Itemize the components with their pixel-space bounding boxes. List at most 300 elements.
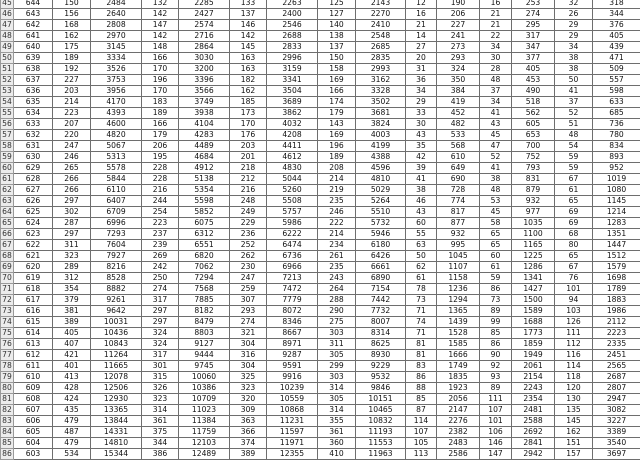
table-cell[interactable]: 16 [480, 0, 512, 9]
table-cell[interactable]: 168 [53, 20, 91, 31]
table-cell[interactable]: 3938 [179, 108, 230, 119]
table-cell[interactable]: 4600 [91, 119, 142, 130]
table-cell[interactable]: 147 [142, 20, 179, 31]
table-cell[interactable]: 610 [437, 152, 480, 163]
table-cell[interactable]: 309 [230, 405, 267, 416]
table-cell[interactable]: 62 [406, 262, 437, 273]
table-cell[interactable]: 7154 [356, 284, 406, 295]
table-cell[interactable]: 248 [230, 196, 267, 207]
row-header[interactable]: 54 [1, 97, 14, 108]
table-cell[interactable]: 631 [14, 141, 53, 152]
table-cell[interactable]: 148 [142, 42, 179, 53]
table-cell[interactable]: 2410 [356, 20, 406, 31]
table-cell[interactable]: 995 [437, 240, 480, 251]
table-cell[interactable]: 299 [318, 361, 356, 372]
table-cell[interactable]: 11231 [267, 416, 318, 427]
table-cell[interactable]: 932 [512, 196, 555, 207]
table-cell[interactable]: 29 [406, 97, 437, 108]
table-cell[interactable]: 5578 [91, 163, 142, 174]
table-cell[interactable]: 65 [480, 240, 512, 251]
table-cell[interactable]: 48 [480, 185, 512, 196]
table-cell[interactable]: 2833 [267, 42, 318, 53]
table-cell[interactable]: 2483 [437, 438, 480, 449]
table-cell[interactable]: 111 [555, 328, 593, 339]
table-cell[interactable]: 228 [142, 163, 179, 174]
table-cell[interactable]: 94 [555, 295, 593, 306]
table-cell[interactable]: 38 [480, 174, 512, 185]
table-cell[interactable]: 615 [14, 317, 53, 328]
table-cell[interactable]: 1923 [437, 383, 480, 394]
table-cell[interactable]: 1698 [593, 273, 640, 284]
table-cell[interactable]: 305 [318, 350, 356, 361]
table-cell[interactable]: 185 [230, 97, 267, 108]
table-cell[interactable]: 632 [14, 130, 53, 141]
table-cell[interactable]: 401 [53, 361, 91, 372]
row-header[interactable]: 72 [1, 295, 14, 306]
table-cell[interactable]: 314 [142, 405, 179, 416]
row-header[interactable]: 74 [1, 317, 14, 328]
table-cell[interactable]: 640 [14, 42, 53, 53]
table-cell[interactable]: 12506 [91, 383, 142, 394]
table-cell[interactable]: 230 [230, 262, 267, 273]
table-cell[interactable]: 3689 [267, 97, 318, 108]
table-cell[interactable]: 8216 [91, 262, 142, 273]
table-cell[interactable]: 557 [593, 75, 640, 86]
table-cell[interactable]: 2354 [512, 394, 555, 405]
table-cell[interactable]: 38 [555, 53, 593, 64]
table-cell[interactable]: 8625 [356, 339, 406, 350]
table-cell[interactable]: 509 [593, 64, 640, 75]
row-header[interactable]: 69 [1, 262, 14, 273]
table-cell[interactable]: 1666 [437, 350, 480, 361]
table-cell[interactable]: 212 [230, 174, 267, 185]
table-cell[interactable]: 45 [480, 130, 512, 141]
table-cell[interactable]: 637 [14, 75, 53, 86]
table-cell[interactable]: 31 [406, 64, 437, 75]
row-header[interactable]: 78 [1, 361, 14, 372]
table-cell[interactable]: 6661 [356, 262, 406, 273]
table-cell[interactable]: 361 [142, 416, 179, 427]
table-cell[interactable]: 10060 [179, 372, 230, 383]
table-cell[interactable]: 7732 [356, 306, 406, 317]
table-cell[interactable]: 65 [555, 251, 593, 262]
table-cell[interactable]: 220 [53, 130, 91, 141]
table-cell[interactable]: 83 [406, 361, 437, 372]
table-cell[interactable]: 208 [318, 163, 356, 174]
table-cell[interactable]: 6996 [91, 218, 142, 229]
table-cell[interactable]: 653 [512, 130, 555, 141]
table-cell[interactable]: 262 [230, 251, 267, 262]
row-header[interactable]: 51 [1, 64, 14, 75]
table-cell[interactable]: 43 [480, 119, 512, 130]
table-cell[interactable]: 6312 [179, 229, 230, 240]
table-cell[interactable]: 2427 [179, 9, 230, 20]
table-cell[interactable]: 7442 [356, 295, 406, 306]
table-cell[interactable]: 15344 [91, 449, 142, 460]
table-cell[interactable]: 1225 [512, 251, 555, 262]
table-cell[interactable]: 4810 [356, 174, 406, 185]
table-cell[interactable]: 2546 [267, 20, 318, 31]
table-cell[interactable]: 59 [555, 163, 593, 174]
table-cell[interactable]: 103 [555, 306, 593, 317]
table-cell[interactable]: 65 [480, 229, 512, 240]
table-cell[interactable]: 3681 [356, 108, 406, 119]
table-cell[interactable]: 877 [437, 218, 480, 229]
table-cell[interactable]: 5844 [91, 174, 142, 185]
table-cell[interactable]: 2223 [593, 328, 640, 339]
table-cell[interactable]: 4684 [179, 152, 230, 163]
table-cell[interactable]: 2808 [91, 20, 142, 31]
table-cell[interactable]: 628 [14, 174, 53, 185]
table-cell[interactable]: 71 [406, 328, 437, 339]
table-cell[interactable]: 289 [53, 262, 91, 273]
table-cell[interactable]: 1585 [437, 339, 480, 350]
table-cell[interactable]: 7293 [91, 229, 142, 240]
table-cell[interactable]: 150 [53, 0, 91, 9]
table-cell[interactable]: 90 [480, 350, 512, 361]
table-cell[interactable]: 4208 [267, 130, 318, 141]
table-cell[interactable]: 9591 [267, 361, 318, 372]
table-cell[interactable]: 605 [14, 427, 53, 438]
table-cell[interactable]: 419 [437, 97, 480, 108]
table-cell[interactable]: 146 [230, 20, 267, 31]
table-cell[interactable]: 685 [593, 108, 640, 119]
table-cell[interactable]: 1236 [437, 284, 480, 295]
table-cell[interactable]: 562 [512, 108, 555, 119]
table-cell[interactable]: 12489 [179, 449, 230, 460]
table-cell[interactable]: 1214 [593, 207, 640, 218]
table-cell[interactable]: 1045 [437, 251, 480, 262]
table-cell[interactable]: 7927 [91, 251, 142, 262]
table-cell[interactable]: 196 [142, 75, 179, 86]
table-cell[interactable]: 2276 [437, 416, 480, 427]
row-header[interactable]: 86 [1, 449, 14, 460]
table-cell[interactable]: 622 [14, 240, 53, 251]
row-header[interactable]: 48 [1, 31, 14, 42]
table-cell[interactable]: 116 [555, 350, 593, 361]
table-cell[interactable]: 8072 [267, 306, 318, 317]
table-cell[interactable]: 7779 [267, 295, 318, 306]
table-cell[interactable]: 99 [480, 317, 512, 328]
table-cell[interactable]: 8882 [91, 284, 142, 295]
table-cell[interactable]: 243 [318, 273, 356, 284]
table-cell[interactable]: 6736 [267, 251, 318, 262]
table-cell[interactable]: 3162 [356, 75, 406, 86]
table-cell[interactable]: 3082 [593, 405, 640, 416]
table-cell[interactable]: 227 [53, 75, 91, 86]
table-cell[interactable]: 1341 [512, 273, 555, 284]
table-cell[interactable]: 85 [480, 328, 512, 339]
table-cell[interactable]: 1528 [437, 328, 480, 339]
row-header[interactable]: 67 [1, 240, 14, 251]
table-cell[interactable]: 229 [230, 218, 267, 229]
table-cell[interactable]: 3566 [179, 86, 230, 97]
table-cell[interactable]: 3145 [91, 42, 142, 53]
table-cell[interactable]: 376 [593, 20, 640, 31]
table-cell[interactable]: 88 [406, 383, 437, 394]
table-cell[interactable]: 1165 [512, 240, 555, 251]
table-cell[interactable]: 266 [53, 185, 91, 196]
table-cell[interactable]: 146 [480, 438, 512, 449]
table-cell[interactable]: 30 [480, 53, 512, 64]
table-cell[interactable]: 355 [318, 416, 356, 427]
table-cell[interactable]: 107 [406, 427, 437, 438]
table-cell[interactable]: 8803 [179, 328, 230, 339]
table-cell[interactable]: 9532 [356, 372, 406, 383]
row-header[interactable]: 65 [1, 218, 14, 229]
table-cell[interactable]: 163 [230, 53, 267, 64]
table-cell[interactable]: 2270 [356, 9, 406, 20]
table-cell[interactable]: 74 [406, 317, 437, 328]
table-cell[interactable]: 7294 [179, 273, 230, 284]
table-cell[interactable]: 145 [230, 42, 267, 53]
table-cell[interactable]: 2574 [179, 20, 230, 31]
table-cell[interactable]: 174 [318, 97, 356, 108]
table-cell[interactable]: 633 [14, 119, 53, 130]
table-cell[interactable]: 216 [142, 185, 179, 196]
table-cell[interactable]: 2285 [179, 0, 230, 9]
table-cell[interactable]: 1439 [437, 317, 480, 328]
table-cell[interactable]: 223 [142, 218, 179, 229]
row-header[interactable]: 61 [1, 174, 14, 185]
table-cell[interactable]: 4393 [91, 108, 142, 119]
table-cell[interactable]: 105 [406, 438, 437, 449]
table-cell[interactable]: 618 [14, 284, 53, 295]
table-cell[interactable]: 10843 [91, 339, 142, 350]
table-cell[interactable]: 170 [142, 64, 179, 75]
table-cell[interactable]: 6890 [356, 273, 406, 284]
table-cell[interactable]: 182 [230, 75, 267, 86]
table-cell[interactable]: 3956 [91, 86, 142, 97]
table-cell[interactable]: 111 [480, 394, 512, 405]
table-cell[interactable]: 638 [14, 64, 53, 75]
table-cell[interactable]: 219 [318, 185, 356, 196]
table-cell[interactable]: 3328 [356, 86, 406, 97]
table-cell[interactable]: 12078 [91, 372, 142, 383]
table-cell[interactable]: 106 [480, 427, 512, 438]
table-cell[interactable]: 10239 [267, 383, 318, 394]
table-cell[interactable]: 196 [318, 141, 356, 152]
table-cell[interactable]: 20 [406, 53, 437, 64]
table-cell[interactable]: 9229 [356, 361, 406, 372]
table-cell[interactable]: 2243 [512, 383, 555, 394]
table-cell[interactable]: 2807 [593, 383, 640, 394]
table-cell[interactable]: 206 [142, 141, 179, 152]
table-cell[interactable]: 247 [230, 273, 267, 284]
table-cell[interactable]: 142 [142, 31, 179, 42]
table-cell[interactable]: 9745 [179, 361, 230, 372]
table-cell[interactable]: 6222 [267, 229, 318, 240]
table-cell[interactable]: 3824 [356, 119, 406, 130]
table-cell[interactable]: 261 [318, 251, 356, 262]
table-cell[interactable]: 317 [512, 31, 555, 42]
table-cell[interactable]: 1283 [593, 218, 640, 229]
table-cell[interactable]: 1859 [512, 339, 555, 350]
table-cell[interactable]: 85 [406, 394, 437, 405]
row-header[interactable]: 73 [1, 306, 14, 317]
table-cell[interactable]: 611 [14, 361, 53, 372]
table-cell[interactable]: 605 [512, 119, 555, 130]
table-cell[interactable]: 2061 [512, 361, 555, 372]
row-header[interactable]: 57 [1, 130, 14, 141]
table-cell[interactable]: 6966 [267, 262, 318, 273]
table-cell[interactable]: 421 [53, 350, 91, 361]
table-cell[interactable]: 407 [53, 339, 91, 350]
table-cell[interactable]: 405 [512, 64, 555, 75]
table-cell[interactable]: 41 [406, 174, 437, 185]
row-header[interactable]: 66 [1, 229, 14, 240]
table-cell[interactable]: 641 [14, 31, 53, 42]
table-cell[interactable]: 214 [318, 229, 356, 240]
table-cell[interactable]: 163 [230, 64, 267, 75]
table-cell[interactable]: 6426 [356, 251, 406, 262]
table-cell[interactable]: 642 [14, 20, 53, 31]
table-cell[interactable]: 2143 [356, 0, 406, 9]
table-cell[interactable]: 86 [406, 372, 437, 383]
table-cell[interactable]: 142 [230, 31, 267, 42]
table-cell[interactable]: 37 [480, 86, 512, 97]
table-cell[interactable]: 2942 [512, 449, 555, 460]
table-cell[interactable]: 1688 [512, 317, 555, 328]
table-cell[interactable]: 932 [437, 229, 480, 240]
table-cell[interactable]: 3389 [593, 427, 640, 438]
table-cell[interactable]: 4596 [356, 163, 406, 174]
table-cell[interactable]: 379 [53, 295, 91, 306]
table-cell[interactable]: 11553 [356, 438, 406, 449]
table-cell[interactable]: 700 [512, 141, 555, 152]
table-cell[interactable]: 344 [142, 438, 179, 449]
table-cell[interactable]: 324 [437, 64, 480, 75]
row-header[interactable]: 56 [1, 119, 14, 130]
table-cell[interactable]: 54 [555, 141, 593, 152]
table-cell[interactable]: 10709 [179, 394, 230, 405]
table-cell[interactable]: 1427 [512, 284, 555, 295]
table-cell[interactable]: 487 [53, 427, 91, 438]
table-cell[interactable]: 297 [53, 196, 91, 207]
table-cell[interactable]: 2947 [593, 394, 640, 405]
table-cell[interactable]: 952 [593, 163, 640, 174]
row-header[interactable]: 60 [1, 163, 14, 174]
table-cell[interactable]: 11665 [91, 361, 142, 372]
table-cell[interactable]: 2263 [267, 0, 318, 9]
table-cell[interactable]: 5313 [91, 152, 142, 163]
table-cell[interactable]: 2640 [91, 9, 142, 20]
table-cell[interactable]: 295 [512, 20, 555, 31]
table-cell[interactable]: 2335 [593, 339, 640, 350]
table-cell[interactable]: 12103 [179, 438, 230, 449]
table-cell[interactable]: 623 [14, 229, 53, 240]
table-cell[interactable]: 2841 [512, 438, 555, 449]
table-cell[interactable]: 274 [512, 9, 555, 20]
row-header[interactable]: 64 [1, 207, 14, 218]
table-cell[interactable]: 2993 [356, 64, 406, 75]
table-cell[interactable]: 43 [406, 130, 437, 141]
table-cell[interactable]: 135 [555, 405, 593, 416]
table-cell[interactable]: 113 [406, 449, 437, 460]
table-cell[interactable]: 321 [230, 328, 267, 339]
table-cell[interactable]: 235 [318, 262, 356, 273]
table-cell[interactable]: 4003 [356, 130, 406, 141]
table-cell[interactable]: 120 [555, 383, 593, 394]
table-cell[interactable]: 2692 [512, 427, 555, 438]
table-cell[interactable]: 86 [480, 284, 512, 295]
table-cell[interactable]: 228 [142, 174, 179, 185]
table-cell[interactable]: 118 [555, 372, 593, 383]
table-cell[interactable]: 69 [555, 218, 593, 229]
table-cell[interactable]: 311 [318, 339, 356, 350]
table-cell[interactable]: 10832 [356, 416, 406, 427]
table-cell[interactable]: 304 [230, 361, 267, 372]
table-cell[interactable]: 9261 [91, 295, 142, 306]
table-cell[interactable]: 227 [437, 20, 480, 31]
table-cell[interactable]: 60 [480, 251, 512, 262]
table-cell[interactable]: 389 [230, 449, 267, 460]
table-cell[interactable]: 6474 [267, 240, 318, 251]
table-cell[interactable]: 183 [142, 97, 179, 108]
table-cell[interactable]: 214 [318, 174, 356, 185]
table-cell[interactable]: 11023 [179, 405, 230, 416]
table-cell[interactable]: 179 [318, 108, 356, 119]
table-cell[interactable]: 2484 [91, 0, 142, 9]
table-cell[interactable]: 490 [512, 86, 555, 97]
table-cell[interactable]: 41 [480, 163, 512, 174]
table-cell[interactable]: 347 [512, 42, 555, 53]
table-cell[interactable]: 259 [230, 284, 267, 295]
table-cell[interactable]: 629 [14, 163, 53, 174]
table-cell[interactable]: 479 [53, 416, 91, 427]
table-cell[interactable]: 34 [555, 42, 593, 53]
table-cell[interactable]: 625 [14, 207, 53, 218]
table-cell[interactable]: 10151 [356, 394, 406, 405]
table-cell[interactable]: 253 [512, 0, 555, 9]
table-cell[interactable]: 598 [593, 86, 640, 97]
table-cell[interactable]: 175 [53, 42, 91, 53]
table-cell[interactable]: 10386 [179, 383, 230, 394]
table-cell[interactable]: 114 [406, 416, 437, 427]
table-cell[interactable]: 10559 [267, 394, 318, 405]
table-cell[interactable]: 5732 [356, 218, 406, 229]
table-cell[interactable]: 2154 [512, 372, 555, 383]
table-cell[interactable]: 3862 [267, 108, 318, 119]
table-cell[interactable]: 288 [318, 295, 356, 306]
table-cell[interactable]: 3227 [593, 416, 640, 427]
table-cell[interactable]: 1158 [437, 273, 480, 284]
table-cell[interactable]: 14810 [91, 438, 142, 449]
table-cell[interactable]: 311 [53, 240, 91, 251]
table-cell[interactable]: 35 [406, 141, 437, 152]
table-cell[interactable]: 620 [14, 262, 53, 273]
table-cell[interactable]: 5508 [267, 196, 318, 207]
table-cell[interactable]: 166 [142, 53, 179, 64]
table-cell[interactable]: 162 [230, 86, 267, 97]
table-cell[interactable]: 381 [53, 306, 91, 317]
table-cell[interactable]: 644 [14, 0, 53, 9]
table-cell[interactable]: 1294 [437, 295, 480, 306]
table-cell[interactable]: 58 [480, 218, 512, 229]
table-cell[interactable]: 179 [142, 130, 179, 141]
table-cell[interactable]: 8346 [267, 317, 318, 328]
table-cell[interactable]: 59 [480, 273, 512, 284]
table-cell[interactable]: 428 [53, 383, 91, 394]
table-cell[interactable]: 1035 [512, 218, 555, 229]
row-header[interactable]: 75 [1, 328, 14, 339]
table-cell[interactable]: 1080 [593, 185, 640, 196]
table-cell[interactable]: 389 [53, 317, 91, 328]
table-cell[interactable]: 834 [593, 141, 640, 152]
table-cell[interactable]: 297 [142, 306, 179, 317]
table-cell[interactable]: 59 [555, 152, 593, 163]
row-header[interactable]: 53 [1, 86, 14, 97]
